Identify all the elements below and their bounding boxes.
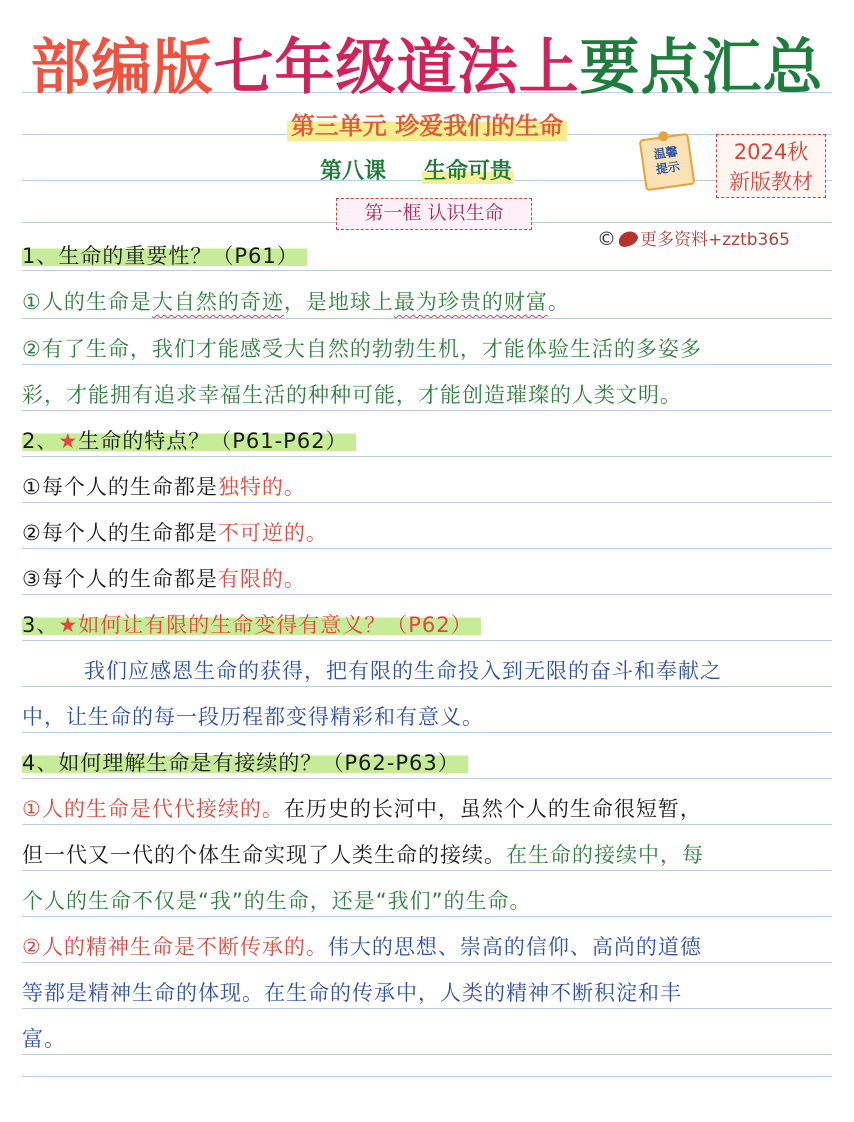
title-part-1: 部编版 [30,33,214,103]
section-4-item-2-line-2: 等都是精神生命的体现。在生命的传承中，人类的精神不断积淀和丰 [22,981,682,1005]
pin-icon [658,131,669,142]
star-icon: ★ [58,613,79,637]
watermark [597,225,790,250]
lesson-number: 第八课 [320,159,387,184]
ruled-line [22,594,832,595]
leaf-icon [616,228,640,249]
lesson-name: 生命可贵 [424,159,513,184]
frame-title: 第一框 认识生命 [336,198,532,230]
ruled-line [22,502,832,503]
ruled-line [22,870,832,871]
ruled-line [22,1054,832,1055]
section-2-heading: 2、★生命的特点？（P61-P62） [22,426,356,456]
page-title [0,20,854,106]
ruled-line [22,1008,832,1009]
section-1-item-2-line-2: 彩，才能拥有追求幸福生活的种种可能，才能创造璀璨的人类文明。 [22,383,682,407]
title-part-3: 要点汇总 [579,33,824,103]
ruled-line [22,548,832,549]
star-icon: ★ [58,429,79,453]
watermark-text: 更多资料+zztb365 [640,230,790,250]
section-2-item-2: ②每个人的生命都是不可逆的。 [22,521,328,545]
ruled-line [22,318,832,319]
ruled-line [22,456,832,457]
section-3-heading: 3、★如何让有限的生命变得有意义？（P62） [22,610,481,640]
ruled-line [22,640,832,641]
tip-line-1: 温馨 [652,144,679,162]
edition-line-2: 新版教材 [729,170,813,194]
ruled-line [22,916,832,917]
section-3-line-1: 我们应感恩生命的获得，把有限的生命投入到无限的奋斗和奉献之 [84,659,722,683]
edition-badge [716,134,826,198]
section-4-heading: 4、如何理解生命是有接续的？（P62-P63） [22,748,468,778]
unit-title: 第三单元 珍爱我们的生命 [287,106,567,141]
title-part-2: 七年级道法上 [213,33,580,103]
edition-line-1: 2024秋 [733,140,809,164]
section-2-item-3: ③每个人的生命都是有限的。 [22,567,306,591]
section-1-heading: 1、生命的重要性？（P61） [22,241,307,271]
tip-line-2: 提示 [654,159,681,177]
ruled-line [22,686,832,687]
section-1-item-1: ①人的生命是大自然的奇迹，是地球上最为珍贵的财富。 [22,290,570,314]
ruled-line [22,962,832,963]
section-4-item-1-line-2: 但一代又一代的个体生命实现了人类生命的接续。在生命的接续中，每 [22,843,704,867]
section-4-item-2-line-1: ②人的精神生命是不断传承的。伟大的思想、崇高的信仰、高尚的道德 [22,935,702,959]
section-4-item-2-line-3: 富。 [22,1027,66,1051]
ruled-line [22,732,832,733]
lesson-heading [320,154,514,185]
section-4-item-1-line-3: 个人的生命不仅是“我”的生命，还是“我们”的生命。 [22,889,532,913]
section-3-line-2: 中，让生命的每一段历程都变得精彩和有意义。 [22,705,484,729]
section-1-item-2-line-1: ②有了生命，我们才能感受大自然的勃勃生机，才能体验生活的多姿多 [22,337,702,361]
ruled-line [22,824,832,825]
ruled-line [22,364,832,365]
tip-sticker [639,133,696,191]
copyright-icon: © [597,228,616,250]
section-4-item-1-line-1: ①人的生命是代代接续的。在历史的长河中，虽然个人的生命很短暂， [22,797,702,821]
ruled-line [22,778,832,779]
ruled-line [22,1076,832,1077]
section-2-item-1: ①每个人的生命都是独特的。 [22,475,306,499]
ruled-line [22,410,832,411]
